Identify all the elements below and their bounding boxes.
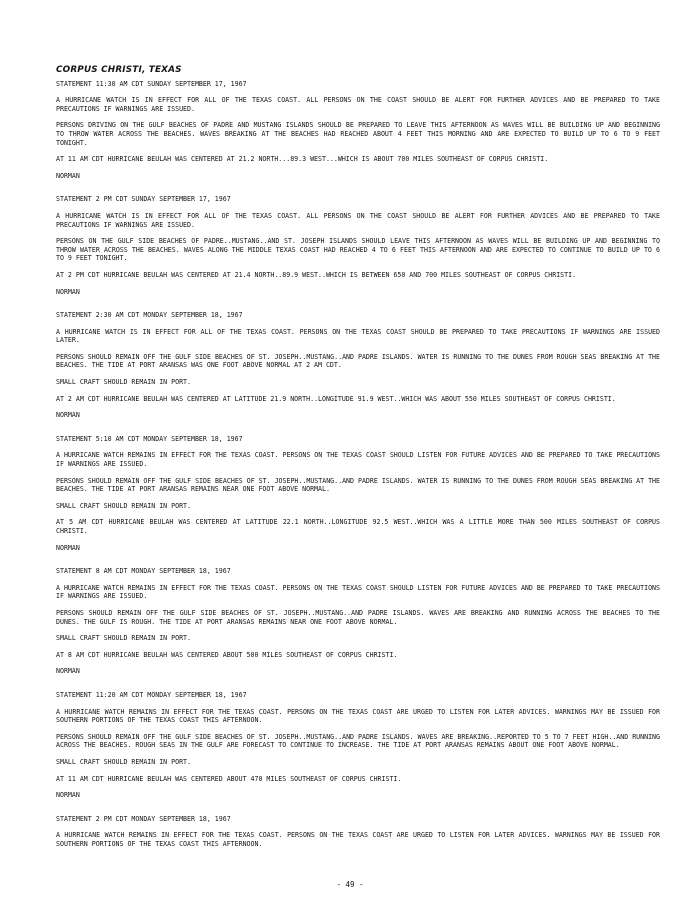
statement-paragraph: A HURRICANE WATCH IS IN EFFECT FOR ALL OF THE TEXAS COAST. ALL PERSONS ON THE COAST SHOULD BE ALERT FOR FURTHER ADVICES AND BE PREPARED TO TAKE PRECAUTIONS IF WARNINGS ARE ISSUED.	[56, 211, 660, 229]
statement-paragraph: AT 2 AM CDT HURRICANE BEULAH WAS CENTERED AT LATITUDE 21.9 NORTH..LONGITUDE 91.9 WEST..WHICH WAS ABOUT 550 MILES SOUTHEAST OF CORPUS CHRISTI.	[56, 394, 616, 403]
statement-paragraph: A HURRICANE WATCH REMAINS IN EFFECT FOR THE TEXAS COAST. PERSONS ON THE TEXAS COAST ARE URGED TO LISTEN FOR LATER ADVICES. WARNINGS MAY BE ISSUED FOR SOUTHERN PORTIONS OF THE TEXAS COAST THIS AFTERNOON.	[56, 707, 660, 725]
statement-paragraph: PERSONS SHOULD REMAIN OFF THE GULF SIDE BEACHES OF ST. JOSEPH..MUSTANG..AND PADRE ISLANDS. WATER IS RUNNING TO THE DUNES FROM ROUGH SEAS BREAKING AT THE BEACHES. THE TIDE AT PORT ARANSAS WAS ONE FOOT ABOVE NORMAL AT 2 AM CDT.	[56, 352, 660, 370]
statement-paragraph: A HURRICANE WATCH IS IN EFFECT FOR ALL OF THE TEXAS COAST. PERSONS ON THE TEXAS COAST SHOULD BE PREPARED TO TAKE PRECAUTIONS IF WARNINGS ARE ISSUED LATER.	[56, 327, 660, 345]
statement-block	[56, 691, 660, 800]
statement-heading: STATEMENT 5:10 AM CDT MONDAY SEPTEMBER 18, 1967	[56, 434, 243, 443]
statement-paragraph: AT 5 AM CDT HURRICANE BEULAH WAS CENTERED AT LATITUDE 22.1 NORTH..LONGITUDE 92.5 WEST..WHICH WAS A LITTLE MORE THAN 500 MILES SOUTHEAST OF CORPUS CHRISTI.	[56, 518, 660, 535]
statement-paragraph: A HURRICANE WATCH REMAINS IN EFFECT FOR THE TEXAS COAST. PERSONS ON THE TEXAS COAST SHOULD LISTEN FOR FUTURE ADVICES AND BE PREPARED TO TAKE PRECAUTIONS IF WARNINGS ARE ISSUED.	[56, 583, 660, 601]
page-number: - 49 -	[336, 880, 364, 889]
statement-heading: STATEMENT 2 PM CDT MONDAY SEPTEMBER 18, 1967	[56, 814, 231, 823]
statement-heading: STATEMENT 11:20 AM CDT MONDAY SEPTEMBER 18, 1967	[56, 690, 247, 699]
statement-heading: STATEMENT 2 PM CDT SUNDAY SEPTEMBER 17, 1967	[56, 195, 231, 204]
statements-list	[56, 80, 660, 849]
statement-paragraph: PERSONS SHOULD REMAIN OFF THE GULF SIDE BEACHES OF ST. JOSEPH..MUSTANG..AND PADRE ISLANDS. WAVES ARE BREAKING..REPORTED TO 5 TO 7 FEET HIGH..AND RUNNING ACROSS THE BEACHES. ROUGH SEAS IN THE GULF ARE FORECAST TO CONTINUE TO INCREASE. THE TIDE AT PORT ARANSAS REMAINS ABOUT ONE FOOT ABOVE NORMAL.	[56, 732, 660, 750]
statement-signature: NORMAN	[56, 171, 80, 180]
statement-paragraph: PERSONS DRIVING ON THE GULF BEACHES OF PADRE AND MUSTANG ISLANDS SHOULD BE PREPARED TO LEAVE THIS AFTERNOON AS WAVES WILL BE BUILDING UP AND BEGINNING TO THROW WATER ACROSS THE BEACHES. WAVES BREAKING AT THE BEACHES HAD REACHED ABOUT 4 FEET THIS MORNING AND ARE EXPECTED TO BUILD UP TO 6 TO 9 FEET TONIGHT.	[56, 121, 660, 147]
statement-block	[56, 435, 660, 552]
statement-block	[56, 567, 660, 676]
statement-block	[56, 80, 660, 181]
statement-paragraph: SMALL CRAFT SHOULD REMAIN IN PORT.	[56, 378, 191, 387]
document-page	[56, 66, 660, 863]
statement-paragraph: AT 8 AM CDT HURRICANE BEULAH WAS CENTERED ABOUT 500 MILES SOUTHEAST OF CORPUS CHRISTI.	[56, 650, 398, 659]
statement-paragraph: SMALL CRAFT SHOULD REMAIN IN PORT.	[56, 634, 191, 643]
statement-paragraph: A HURRICANE WATCH REMAINS IN EFFECT FOR THE TEXAS COAST. PERSONS ON THE TEXAS COAST SHOULD LISTEN FOR FUTURE ADVICES AND BE PREPARED TO TAKE PRECAUTIONS IF WARNINGS ARE ISSUED.	[56, 451, 660, 469]
statement-heading: STATEMENT 2:30 AM CDT MONDAY SEPTEMBER 18, 1967	[56, 311, 243, 320]
statement-block	[56, 815, 660, 849]
statement-paragraph: PERSONS SHOULD REMAIN OFF THE GULF SIDE BEACHES OF ST. JOSEPH..MUSTANG..AND PADRE ISLANDS. WAVES ARE BREAKING AND RUNNING ACROSS THE BEACHES TO THE DUNES. THE GULF IS ROUGH. THE TIDE AT PORT ARANSAS REMAINS NEAR ONE FOOT ABOVE NORMAL.	[56, 608, 660, 626]
statement-paragraph: AT 11 AM CDT HURRICANE BEULAH WAS CENTERED AT 21.2 NORTH...89.3 WEST...WHICH IS ABOUT 700 MILES SOUTHEAST OF CORPUS CHRISTI.	[56, 155, 549, 164]
statement-paragraph: SMALL CRAFT SHOULD REMAIN IN PORT.	[56, 757, 191, 766]
statement-paragraph: AT 2 PM CDT HURRICANE BEULAH WAS CENTERED AT 21.4 NORTH..89.9 WEST..WHICH IS BETWEEN 650 AND 700 MILES SOUTHEAST OF CORPUS CHRISTI.	[56, 270, 577, 279]
statement-signature: NORMAN	[56, 667, 80, 676]
statement-paragraph: SMALL CRAFT SHOULD REMAIN IN PORT.	[56, 501, 191, 510]
statement-signature: NORMAN	[56, 287, 80, 296]
statement-paragraph: PERSONS SHOULD REMAIN OFF THE GULF SIDE BEACHES OF ST. JOSEPH..MUSTANG..AND PADRE ISLANDS. WATER IS RUNNING TO THE DUNES FROM ROUGH SEAS BREAKING AT THE BEACHES. THE TIDE AT PORT ARANSAS REMAINS NEAR ONE FOOT ABOVE NORMAL.	[56, 476, 660, 494]
statement-heading: STATEMENT 11:30 AM CDT SUNDAY SEPTEMBER 17, 1967	[56, 79, 247, 88]
statement-paragraph: PERSONS ON THE GULF SIDE BEACHES OF PADRE..MUSTANG..AND ST. JOSEPH ISLANDS SHOULD LEAVE THIS AFTERNOON AS WAVES WILL BE BUILDING UP AND BEGINNING TO THROW WATER ACROSS THE BEACHES. WAVES ALONG THE MIDDLE TEXAS COAST HAD REACHED 4 TO 6 FEET THIS AFTERNOON AND ARE EXPECTED TO CONTINUE TO BUILD UP TO 6 TO 9 FEET TONIGHT.	[56, 237, 660, 263]
statement-signature: NORMAN	[56, 791, 80, 800]
statement-signature: NORMAN	[56, 411, 80, 420]
statement-signature: NORMAN	[56, 543, 80, 552]
statement-paragraph: A HURRICANE WATCH IS IN EFFECT FOR ALL OF THE TEXAS COAST. ALL PERSONS ON THE COAST SHOULD BE ALERT FOR FURTHER ADVICES AND BE PREPARED TO TAKE PRECAUTIONS IF WARNINGS ARE ISSUED.	[56, 96, 660, 113]
statement-block	[56, 195, 660, 296]
statement-heading: STATEMENT 8 AM CDT MONDAY SEPTEMBER 18, 1967	[56, 567, 231, 576]
statement-paragraph: A HURRICANE WATCH REMAINS IN EFFECT FOR THE TEXAS COAST. PERSONS ON THE TEXAS COAST ARE URGED TO LISTEN FOR LATER ADVICES. WARNINGS MAY BE ISSUED FOR SOUTHERN PORTIONS OF THE TEXAS COAST THIS AFTERNOON.	[56, 831, 660, 848]
page-title: CORPUS CHRISTI, TEXAS	[56, 65, 182, 75]
statement-block	[56, 311, 660, 420]
statement-paragraph: AT 11 AM CDT HURRICANE BEULAH WAS CENTERED ABOUT 470 MILES SOUTHEAST OF CORPUS CHRISTI.	[56, 774, 402, 783]
